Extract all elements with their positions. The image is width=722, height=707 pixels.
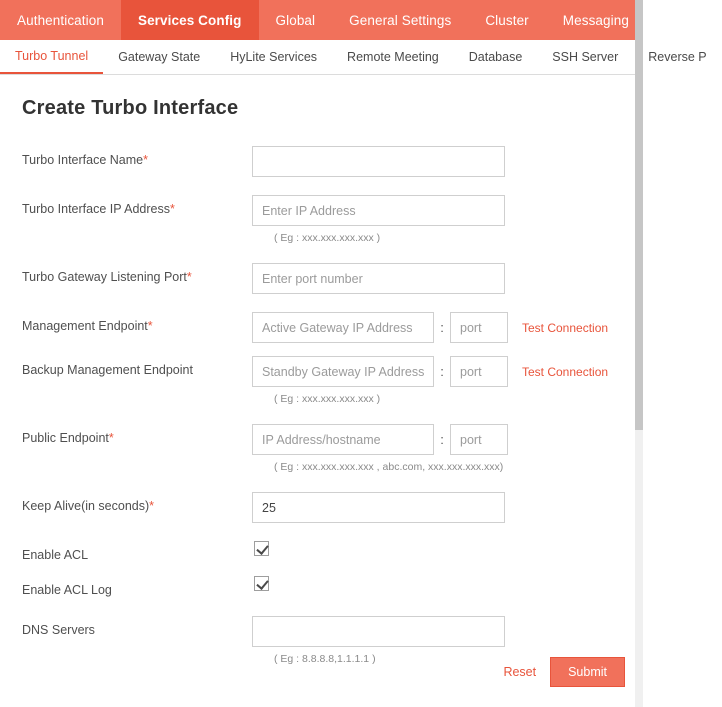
field-row-listening-port [0, 263, 643, 294]
spacer [0, 598, 643, 616]
enable-acl-log-checkbox[interactable] [254, 576, 269, 591]
field-row-interface-ip [0, 195, 643, 226]
tab-reverse-proxy[interactable] [633, 40, 721, 74]
field-row-interface-name [0, 146, 643, 177]
required-marker: * [108, 431, 114, 445]
vertical-scrollbar[interactable] [635, 0, 643, 707]
tab-label: SSH Server [552, 50, 619, 64]
tab-label: Remote Meeting [347, 50, 439, 64]
nav-item-general-settings[interactable] [332, 0, 468, 40]
tab-gateway-state[interactable] [103, 40, 215, 74]
field-row-dns-servers [0, 616, 643, 647]
enable-acl-checkbox[interactable] [254, 541, 269, 556]
field-row-enable-acl [0, 541, 643, 563]
label-enable-acl-log [0, 576, 252, 598]
management-endpoint-port-input[interactable] [450, 312, 508, 343]
management-endpoint-test-connection-link[interactable]: Test Connection [522, 320, 609, 335]
label-dns-servers [0, 616, 252, 638]
nav-item-services-config[interactable] [121, 0, 259, 40]
public-endpoint-port-input[interactable] [450, 424, 508, 455]
field-backup-management-endpoint [252, 356, 643, 387]
tab-label: Gateway State [118, 50, 201, 64]
nav-item-global[interactable] [259, 0, 333, 40]
label-text: Enable ACL Log [22, 583, 112, 597]
field-row-keep-alive [0, 492, 643, 523]
field-interface-name [252, 146, 643, 177]
form-panel [0, 75, 643, 707]
field-row-enable-acl-log [0, 576, 643, 598]
field-management-endpoint [252, 312, 643, 343]
label-keep-alive [0, 492, 252, 514]
label-text: Turbo Gateway Listening Port [22, 270, 187, 284]
label-text: Enable ACL [22, 548, 89, 562]
page-title: Create Turbo Interface [22, 97, 239, 119]
field-public-endpoint [252, 424, 643, 455]
tab-turbo-tunnel[interactable] [0, 40, 103, 74]
label-backup-management-endpoint [0, 356, 252, 378]
label-text: Backup Management Endpoint [22, 363, 193, 377]
label-listening-port [0, 263, 252, 285]
nav-item-network[interactable] [646, 0, 701, 40]
spacer [0, 343, 643, 356]
endpoint-separator: : [440, 364, 444, 379]
keep-alive-input[interactable] [252, 492, 505, 523]
nav-item-label: Global [275, 12, 316, 28]
endpoint-separator: : [440, 432, 444, 447]
nav-item-label: Authentication [17, 12, 104, 28]
backup-management-endpoint-host-input[interactable] [252, 356, 434, 387]
field-enable-acl [252, 541, 643, 556]
tab-label: Reverse P [648, 50, 707, 64]
nav-item-label: General Settings [349, 12, 452, 28]
spacer [0, 294, 643, 312]
label-text: Public Endpoint [22, 431, 109, 445]
label-management-endpoint [0, 312, 252, 334]
listening-port-input[interactable] [252, 263, 505, 294]
field-listening-port [252, 263, 643, 294]
label-enable-acl [0, 541, 252, 563]
label-text: Management Endpoint [22, 319, 148, 333]
spacer [0, 479, 643, 492]
label-public-endpoint [0, 424, 252, 446]
tab-label: Database [468, 50, 523, 64]
secondary-tabs [0, 40, 707, 75]
label-interface-ip [0, 195, 252, 217]
tab-database[interactable] [454, 40, 538, 74]
tab-ssh-server[interactable] [537, 40, 633, 74]
scrollbar-thumb[interactable] [635, 0, 643, 430]
create-turbo-interface-form [0, 146, 643, 665]
required-marker: * [170, 202, 175, 216]
interface-name-input[interactable] [252, 146, 505, 177]
tab-label: HyLite Services [230, 50, 318, 64]
label-text: Turbo Interface Name [22, 153, 144, 167]
submit-button[interactable]: Submit [550, 657, 625, 687]
public-endpoint-host-input[interactable] [252, 424, 434, 455]
hint-public-endpoint: ( Eg : xxx.xxx.xxx.xxx , abc.com, xxx.xxx.xxx.xxx) [274, 461, 504, 473]
dns-servers-input[interactable] [252, 616, 505, 647]
field-interface-ip [252, 195, 643, 226]
hint-backup-management-endpoint: ( Eg : xxx.xxx.xxx.xxx ) [274, 393, 381, 405]
field-dns-servers [252, 616, 643, 647]
required-marker: * [149, 499, 155, 513]
label-text: Keep Alive(in seconds) [22, 499, 150, 513]
spacer [0, 250, 643, 263]
required-marker: * [186, 270, 192, 284]
spacer [0, 523, 643, 541]
backup-management-endpoint-test-connection-link[interactable]: Test Connection [522, 364, 609, 379]
field-enable-acl-log [252, 576, 643, 591]
label-interface-name [0, 146, 252, 168]
nav-item-messaging[interactable] [546, 0, 646, 40]
endpoint-separator: : [440, 320, 444, 335]
field-row-public-endpoint [0, 424, 643, 455]
field-row-backup-management-endpoint [0, 356, 643, 387]
spacer [0, 563, 643, 576]
field-row-management-endpoint [0, 312, 643, 343]
required-marker: * [143, 153, 148, 167]
reset-button[interactable]: Reset [503, 665, 550, 679]
tab-remote-meeting[interactable] [332, 40, 454, 74]
tab-label: Turbo Tunnel [15, 49, 89, 63]
management-endpoint-host-input[interactable] [252, 312, 434, 343]
nav-item-label: Services Config [137, 12, 242, 28]
label-text: Turbo Interface IP Address [22, 202, 170, 216]
nav-item-label: Net [662, 12, 685, 28]
hint-dns-servers: ( Eg : 8.8.8.8,1.1.1.1 ) [274, 653, 376, 665]
label-text: DNS Servers [22, 623, 95, 637]
backup-management-endpoint-port-input[interactable] [450, 356, 508, 387]
primary-navigation [0, 0, 685, 40]
field-keep-alive [252, 492, 643, 523]
interface-ip-input[interactable] [252, 195, 505, 226]
hint-interface-ip: ( Eg : xxx.xxx.xxx.xxx ) [274, 232, 381, 244]
form-actions [503, 657, 625, 687]
tab-hylite-services[interactable] [215, 40, 332, 74]
nav-item-label: Cluster [485, 12, 529, 28]
nav-item-label: Messaging [562, 12, 629, 28]
nav-item-cluster[interactable] [468, 0, 545, 40]
required-marker: * [147, 319, 153, 333]
spacer [0, 177, 643, 195]
nav-item-authentication[interactable] [0, 0, 121, 40]
spacer [0, 411, 643, 424]
